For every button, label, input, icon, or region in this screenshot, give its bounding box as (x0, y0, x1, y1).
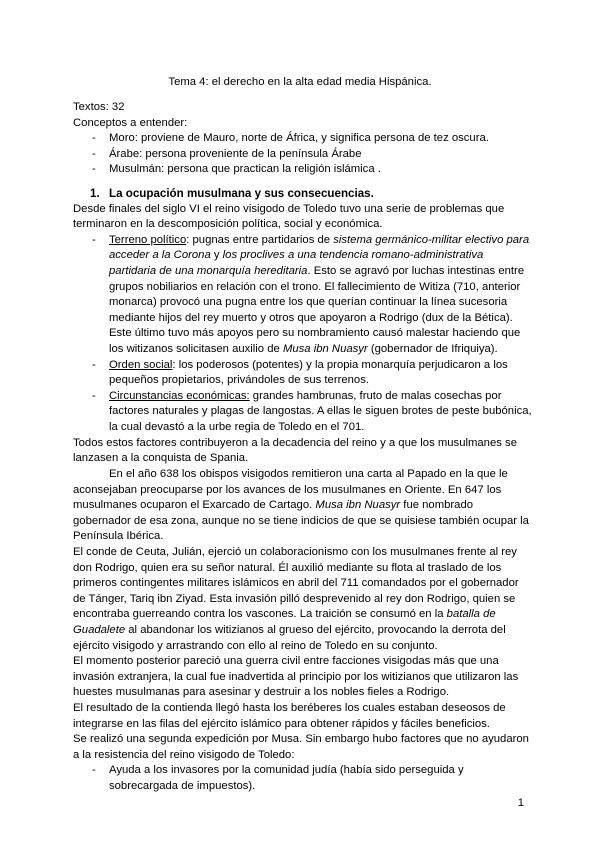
factor-label: Terreno político (109, 233, 187, 246)
factor-ayuda-judia: - Ayuda a los invasores por la comunidad judía (había sido perseguida y sobrecargada de impuestos). (73, 763, 533, 794)
intro-block (73, 100, 533, 178)
factors-list (73, 233, 533, 436)
page-number: 1 (517, 797, 524, 809)
paragraph-momento: El momento posterior pareció una guerra civil entre facciones visigodas más que una invasión extranjera, la cual fue inadvertida al principio por los witizianos que utilizaron las huestes musulmanas para asesinar y destruir a los nobles fieles a Rodrigo. (73, 655, 519, 699)
italic-run: Musa ibn Nuasyr (282, 342, 368, 355)
italic-run: sistema germánico-militar electivo para acceder a la Corona (109, 233, 530, 262)
concepto-arabe: - Árabe: persona proveniente de la península Árabe (73, 147, 533, 163)
factor-label: Circunstancias económicas: (109, 389, 250, 402)
italic-run: Musa ibn Nuasyr (315, 499, 401, 512)
italic-run: los proclives a una tendencia romano-administrativa partidaria de una monarquía hereditaria (109, 249, 484, 277)
factor-orden-social (73, 358, 533, 389)
section-heading-text: La ocupación musulmana y sus consecuencias. (109, 187, 374, 200)
paragraph-638 (73, 467, 533, 545)
paragraph-segunda-expedicion: Se realizó una segunda expedición por Musa. Sin embargo hubo factores que no ayudaron a la resistencia del reino visigodo de Toledo: (73, 733, 529, 761)
text-run: El conde de Ceuta, Julián, ejerció un colaboracionismo con los musulmanes frente al rey don Rodrigo, quien era su señor natural. Él auxilió mediante su flota al traslado de los primeros contingentes militares islámicos en abril del 711 comandados por el gobernador de Tánger, Tariq ibn Ziyad. Esta invasión pilló desprevenido al rey don Rodrigo, quien se encontraba guerreando contra los vascones. La traición se consumó en la (73, 545, 519, 621)
paragraph-conde-ceuta (73, 545, 533, 654)
concepto-moro: - Moro: proviene de Mauro, norte de África, y significa persona de tez oscura. (73, 131, 533, 147)
text-run: y (210, 249, 223, 262)
concepto-musulman: - Musulmán: persona que practican la religión islámica . (73, 162, 533, 178)
factors-list-2 (73, 763, 533, 794)
section-intro: Desde finales del siglo VI el reino visigodo de Toledo tuvo una serie de problemas que terminaron en la descomposición política, social y económica. (73, 202, 505, 231)
text-run: al abandonar los witizianos al grueso del ejército, provocando la derrota del ejército visigodo y arrastrando con ello al reino de Toledo en su conjunto. (73, 623, 506, 652)
factor-label: Orden social (109, 358, 173, 371)
section-number: 1. (90, 187, 100, 200)
page-title: Tema 4: el derecho en la alta edad media Hispánica. (168, 76, 432, 88)
conceptos-heading: Conceptos a entender: (73, 116, 188, 129)
text-run: fue nombrado gobernador de esa zona, aunque no se tiene indicios de que se quisiese también ocupar la Península Ibérica. (73, 499, 529, 543)
italic-run: batalla de Guadalete (73, 608, 496, 636)
body-paragraphs (73, 467, 533, 794)
textos-line: Textos: 32 (73, 101, 125, 113)
text-run: : pugnas entre partidarios de (186, 233, 334, 246)
section-conclusion: Todos estos factores contribuyeron a la decadencia del reino y a que los musulmanes se lanzasen a la conquista de Spania. (73, 436, 517, 465)
text-run: (gobernador de Ifriquiya). (367, 342, 498, 355)
factor-terreno-politico (73, 233, 533, 358)
section-heading (73, 186, 533, 202)
conceptos-list (73, 131, 533, 178)
text-run: : los poderosos (potentes) y la propia monarquía perjudicaron a los pequeños propietarios, privándoles de sus terrenos. (109, 358, 508, 387)
text-run: En el año 638 los obispos visigodos remitieron una carta al Papado en la que le aconsejaban preocuparse por los avances de los musulmanes en Oriente. En 647 los musulmanes ocuparon el Exarcado de Cartago. (73, 468, 508, 512)
text-run: . Esto se agravó por luchas intestinas entre grupos nobiliarios en relación con el trono. El fallecimiento de Witiza (710, anterior monarca) provocó una pugna entre los que querían continuar la línea sucesoria mediante hijos del rey muerto y otros que apoyaron a Rodrigo (dux de la Bética). Este último tuvo más apoyos pero su nombramiento causó malestar haciendo que los witizanos solicitasen auxilio de (109, 264, 525, 355)
text-run: grandes hambrunas, fruto de malas cosechas por factores naturales y plagas de langostas. A ellas le siguen brotes de peste bubónica, la cual devastó a la urbe regia de Toledo en el 701. (109, 389, 532, 433)
section-1 (73, 186, 533, 467)
paragraph-resultado: El resultado de la contienda llegó hasta los beréberes los cuales estaban deseosos de integrarse en las filas del ejército islámico para obtener rápidos y fáciles beneficios. (73, 701, 506, 730)
factor-circunstancias-economicas (73, 389, 533, 436)
